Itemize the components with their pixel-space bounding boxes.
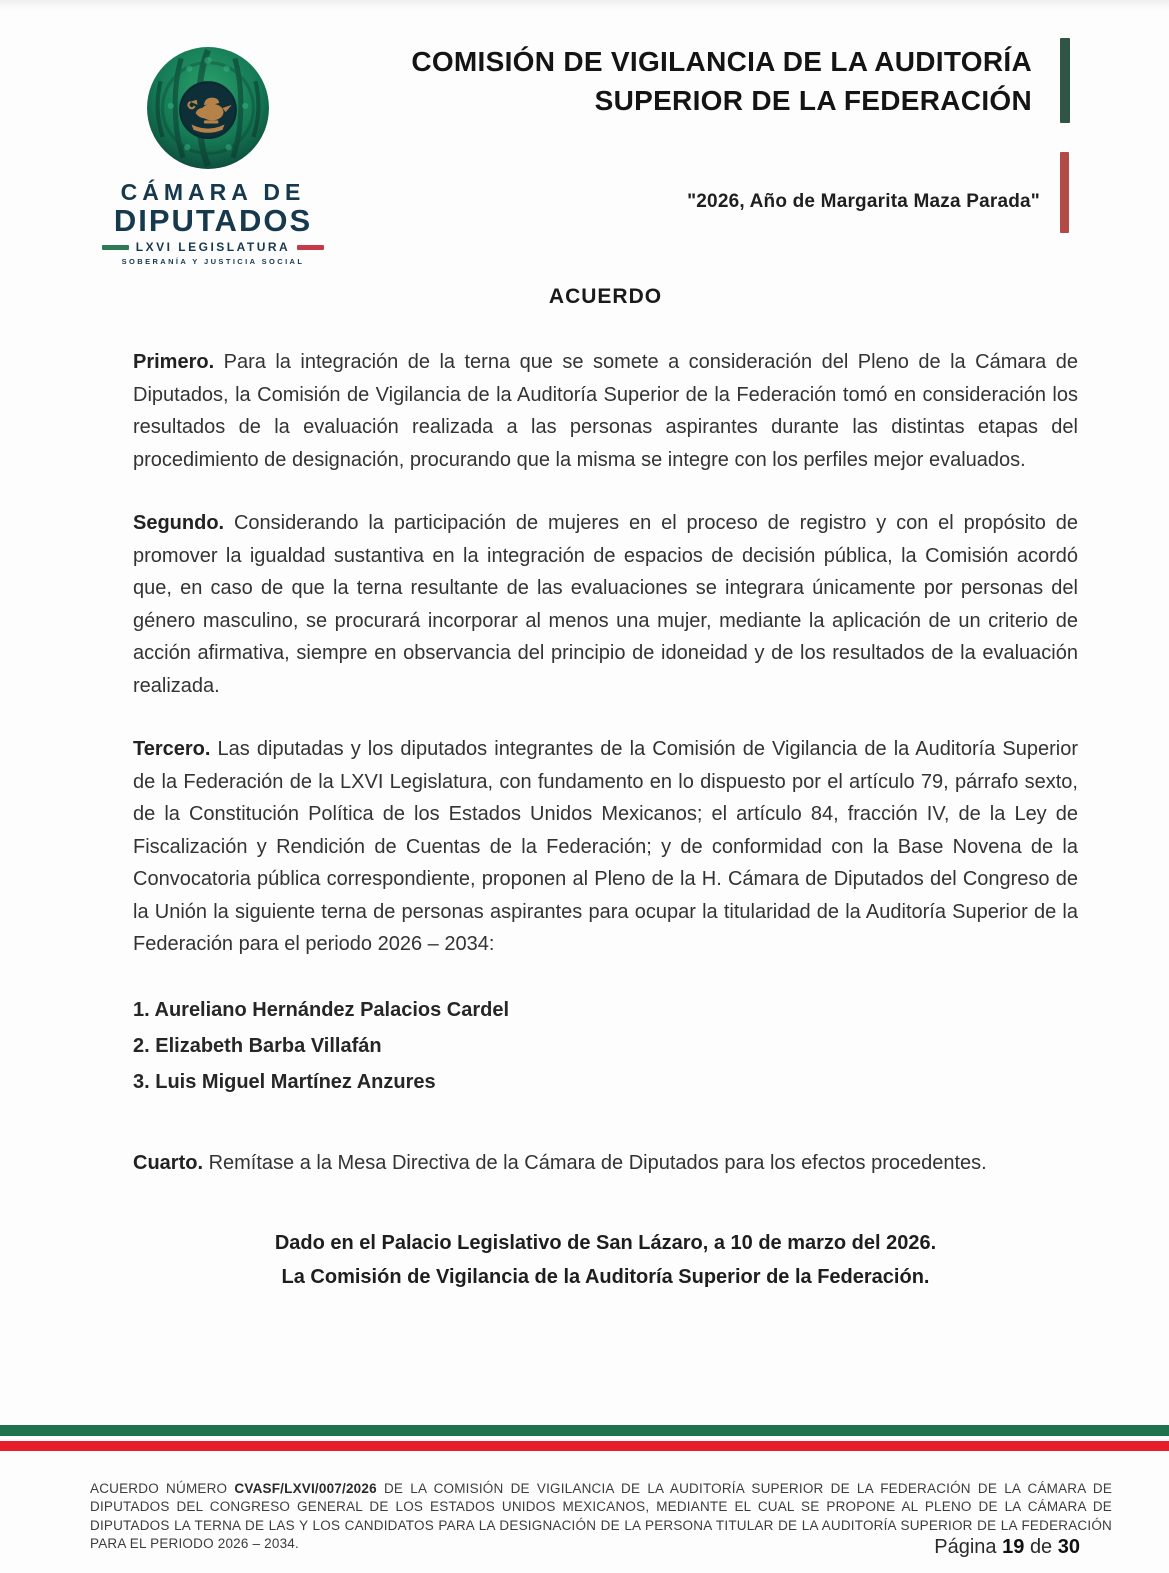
page-number-current: 19 xyxy=(1002,1536,1025,1558)
footer-caption-suffix: DE LA COMISIÓN DE VIGILANCIA DE LA AUDITORÍA SUPERIOR DE LA FEDERACIÓN DE LA CÁMARA DE DIPUTADOS DEL CONGRESO GENERAL DE LOS ESTADOS UNIDOS MEXICANOS, MEDIANTE EL CUAL SE PROPONE AL PLENO DE LA CÁMARA DE DIPUTADOS LA TERNA DE LAS Y LOS CANDIDATOS PARA LA DESIGNACIÓN DE LA PERSONA TITULAR DE LA AUDITORÍA SUPERIOR DE LA FEDERACIÓN PARA EL PERIODO 2026 – 2034. xyxy=(90,1480,1113,1551)
camara-diputados-wordmark xyxy=(102,179,324,266)
acuerdo-heading: ACUERDO xyxy=(548,285,663,308)
paragraph-segundo xyxy=(133,507,1078,702)
paragraph-cuarto-text: Remítase a la Mesa Directiva de la Cámara de Diputados para los efectos procedentes. xyxy=(208,1151,987,1174)
page-number-sep: de xyxy=(1029,1536,1053,1558)
terna-item-1: 1. Aureliano Hernández Palacios Cardel xyxy=(133,998,510,1021)
legislature-row xyxy=(102,240,324,254)
logo-name-line1: CÁMARA DE xyxy=(120,179,306,205)
paragraph-primero-label: Primero. xyxy=(133,351,215,373)
footer-red-stripe xyxy=(0,1441,1169,1451)
commission-title-line2: SUPERIOR DE LA FEDERACIÓN xyxy=(594,85,1032,116)
closing-block xyxy=(133,1226,1078,1294)
logo-motto: SOBERANÍA Y JUSTICIA SOCIAL xyxy=(121,257,305,266)
page-number-word: Página xyxy=(934,1536,997,1558)
paragraph-cuarto-label: Cuarto. xyxy=(133,1151,203,1174)
paragraph-primero xyxy=(133,346,1078,476)
logo-name-line2: DIPUTADOS xyxy=(113,203,313,238)
footer-green-stripe xyxy=(0,1425,1169,1436)
footer-caption-prefix: ACUERDO NÚMERO xyxy=(90,1480,228,1496)
header-green-bar xyxy=(1060,38,1070,123)
page-header xyxy=(0,0,1169,275)
terna-list xyxy=(133,992,1078,1100)
terna-item-3: 3. Luis Miguel Martínez Anzures xyxy=(133,1070,436,1093)
closing-line2: La Comisión de Vigilancia de la Auditoría Superior de la Federación. xyxy=(281,1266,930,1288)
closing-line1: Dado en el Palacio Legislativo de San Lázaro, a 10 de marzo del 2026. xyxy=(274,1232,937,1254)
paragraph-primero-text: Para la integración de la terna que se somete a consideración del Pleno de la Cámara de Diputados, la Comisión de Vigilancia de la Auditoría Superior de la Federación tomó en consideración los resultados de la evaluación realizada a las personas aspirantes durante las distintas etapas del procedimiento de designación, procurando que la misma se integre con los perfiles mejor evaluados. xyxy=(133,351,1078,471)
red-dash-icon xyxy=(297,245,324,250)
year-legend: "2026, Año de Margarita Maza Parada" xyxy=(687,191,1040,212)
footer-acuerdo-number: CVASF/LXVI/007/2026 xyxy=(234,1480,377,1496)
paragraph-cuarto xyxy=(133,1147,1078,1180)
header-red-bar xyxy=(1060,152,1069,233)
terna-item-2: 2. Elizabeth Barba Villafán xyxy=(133,1034,382,1057)
page-number-total: 30 xyxy=(1057,1536,1080,1558)
page-number xyxy=(934,1536,1080,1559)
paragraph-tercero-label: Tercero. xyxy=(133,738,211,760)
commission-title xyxy=(272,42,1032,120)
legislature-label: LXVI LEGISLATURA xyxy=(135,240,291,254)
camara-diputados-emblem-icon xyxy=(146,46,270,170)
paragraph-segundo-text: Considerando la participación de mujeres en el proceso de registro y con el propósito de promover la igualdad sustantiva en la integración de espacios de decisión pública, la Comisión acordó que, en caso de que la terna resultante de las evaluaciones se integrara únicamente por personas del género masculino, se procurará incorporar al menos una mujer, mediante la aplicación de un criterio de acción afirmativa, siempre en observancia del principio de idoneidad y de los resultados de la evaluación realizada. xyxy=(133,512,1078,697)
document-body xyxy=(133,285,1078,1294)
commission-title-line1: COMISIÓN DE VIGILANCIA DE LA AUDITORÍA xyxy=(411,46,1032,77)
paragraph-tercero xyxy=(133,733,1078,961)
green-dash-icon xyxy=(102,245,129,250)
paragraph-tercero-text: Las diputadas y los diputados integrantes de la Comisión de Vigilancia de la Auditoría Superior de la Federación de la LXVI Legislatura, con fundamento en lo dispuesto por el artículo 79, párrafo sexto, de la Constitución Política de los Estados Unidos Mexicanos; el artículo 84, fracción IV, de la Ley de Fiscalización y Rendición de Cuentas de la Federación; y de conformidad con la Base Novena de la Convocatoria pública correspondiente, proponen al Pleno de la H. Cámara de Diputados del Congreso de la Unión la siguiente terna de personas aspirantes para ocupar la titularidad de la Auditoría Superior de la Federación para el periodo 2026 – 2034: xyxy=(133,738,1078,955)
paragraph-segundo-label: Segundo. xyxy=(133,512,225,534)
